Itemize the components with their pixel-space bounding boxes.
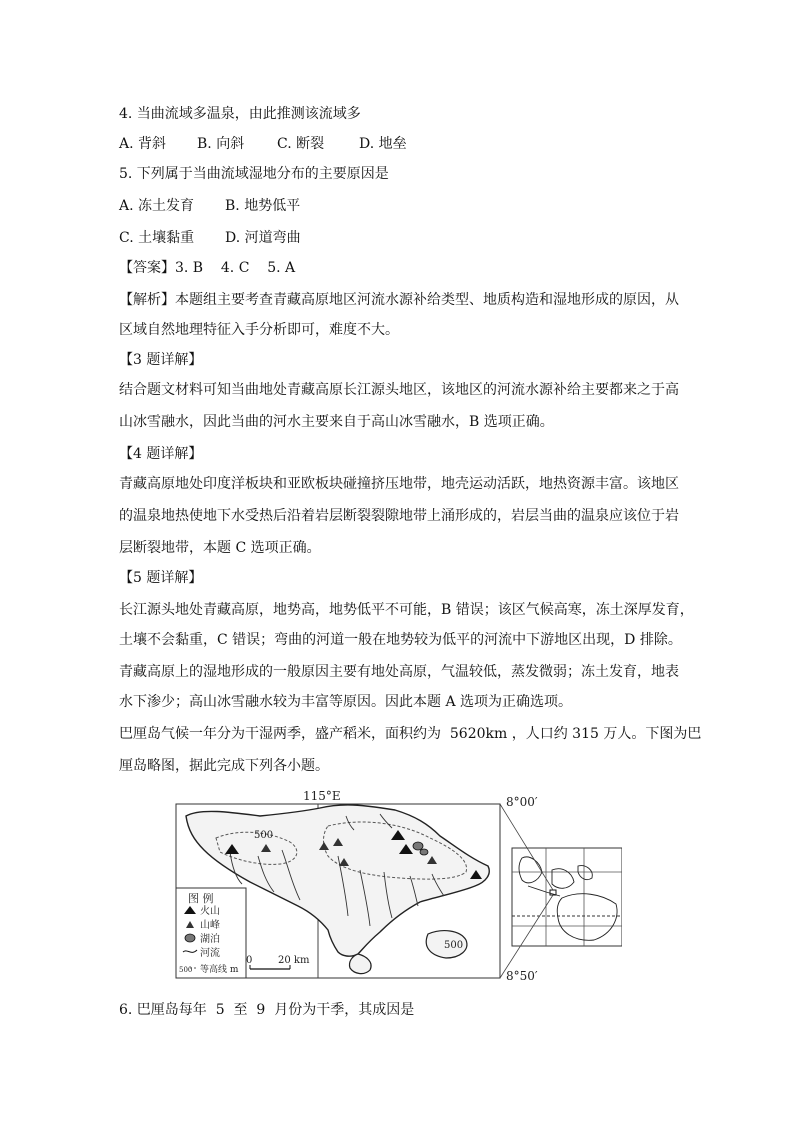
bali-intro-line-1: 巴厘岛气候一年分为干湿两季，盛产稻米，面积约为 5620km ，人口约 315 万人。下图为巴 xyxy=(119,726,702,742)
bali-intro-line-2: 厘岛略图，据此完成下列各小题。 xyxy=(119,758,329,774)
latitude-label-bottom: 8°50′ xyxy=(506,969,538,982)
option-c: C. 土壤黏重 xyxy=(119,230,195,246)
bukit-peninsula xyxy=(349,954,371,974)
detail-5-line-3: 青藏高原上的湿地形成的一般原因主要有地处高原，气温较低，蒸发微弱；冻土发育，地表 xyxy=(119,664,679,680)
option-c: C. 断裂 xyxy=(277,136,325,152)
option-a: A. 冻土发育 xyxy=(119,198,195,214)
detail-5-line-1: 长江源头地处青藏高原，地势高，地势低平不可能，B 错误；该区气候高寒，冻土深厚发育， xyxy=(119,602,694,618)
question-4-options xyxy=(119,134,407,154)
lake-icon xyxy=(420,849,428,855)
legend-contour-value: 500 xyxy=(179,966,193,974)
lake-icon xyxy=(413,842,423,850)
question-6-stem: 6. 巴厘岛每年 5 至 9 月份为干季，其成因是 xyxy=(119,1002,415,1018)
detail-4-heading: 【4 题详解】 xyxy=(119,446,203,462)
legend-lake-label: 湖泊 xyxy=(200,934,220,945)
legend-volcano-label: 火山 xyxy=(200,906,220,917)
contour-label-west: 500 xyxy=(254,830,274,841)
legend-title: 图 例 xyxy=(188,892,214,905)
question-5-options-row1 xyxy=(119,196,300,216)
contour-label-south: 500 xyxy=(444,940,464,951)
detail-4-line-3: 层断裂地带，本题 C 选项正确。 xyxy=(119,540,321,556)
scale-zero-label: 0 xyxy=(246,955,253,966)
analysis-line-1: 【解析】本题组主要考查青藏高原地区河流水源补给类型、地质构造和湿地形成的原因，从 xyxy=(119,292,679,308)
detail-5-line-2: 土壤不会黏重，C 错误；弯曲的河道一般在地势较为低平的河流中下游地区出现，D 排除。 xyxy=(119,632,682,648)
legend-contour-label: 等高线 m xyxy=(200,965,239,975)
detail-3-line-2: 山冰雪融水，因此当曲的河水主要来自于高山冰雪融水，B 选项正确。 xyxy=(119,414,554,430)
question-5-stem: 5. 下列属于当曲流域湿地分布的主要原因是 xyxy=(119,166,389,182)
option-b: B. 地势低平 xyxy=(225,198,301,214)
detail-5-line-4: 水下渗少；高山冰雪融水较为丰富等原因。因此本题 A 选项为正确选项。 xyxy=(119,694,573,710)
latitude-label-top: 8°00′ xyxy=(506,795,538,809)
question-4-stem: 4. 当曲流域多温泉，由此推测该流域多 xyxy=(119,106,361,122)
legend-peak-label: 山峰 xyxy=(200,920,220,931)
option-d: D. 河道弯曲 xyxy=(225,230,301,246)
detail-3-heading: 【3 题详解】 xyxy=(119,352,203,368)
option-a: A. 背斜 xyxy=(119,136,167,152)
option-b: B. 向斜 xyxy=(197,136,245,152)
detail-5-heading: 【5 题详解】 xyxy=(119,570,203,586)
bali-map xyxy=(170,786,622,982)
question-5-options-row2 xyxy=(119,228,301,248)
detail-4-line-1: 青藏高原地处印度洋板块和亚欧板块碰撞挤压地带，地壳运动活跃，地热资源丰富。该地区 xyxy=(119,476,679,492)
meridian-label: 115°E xyxy=(303,789,341,803)
bali-map-figure xyxy=(170,786,622,982)
scale-distance-label: 20 km xyxy=(278,955,310,966)
option-d: D. 地垒 xyxy=(359,136,407,152)
detail-4-line-2: 的温泉地热使地下水受热后沿着岩层断裂裂隙地带上涌形成的，岩层当曲的温泉应该位于岩 xyxy=(119,508,679,524)
legend-lake-icon xyxy=(185,934,195,942)
analysis-line-2: 区域自然地理特征入手分析即可，难度不大。 xyxy=(119,322,399,338)
detail-3-line-1: 结合题文材料可知当曲地处青藏高原长江源头地区，该地区的河流水源补给主要都来之于高 xyxy=(119,382,679,398)
legend-river-label: 河流 xyxy=(200,948,220,959)
answer-line: 【答案】3. B 4. C 5. A xyxy=(119,260,296,276)
locator-inset-map xyxy=(512,848,622,946)
inset-frame xyxy=(512,848,622,946)
